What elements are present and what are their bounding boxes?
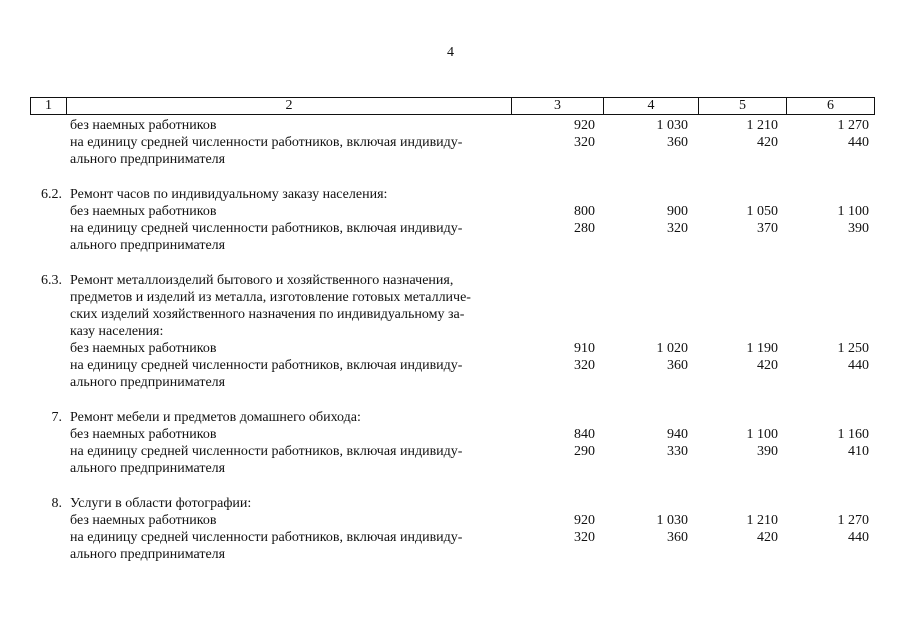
row-description: без наемных работников xyxy=(70,341,217,356)
row-number: 6.3. xyxy=(41,273,62,288)
header-col-3: 3 xyxy=(512,98,604,114)
value-col-6 xyxy=(786,495,875,512)
value-col-4 xyxy=(603,495,698,512)
row-description: ального предпринимателя xyxy=(70,547,226,562)
row-description: на единицу средней численности работников, включая индивиду- xyxy=(70,444,463,459)
value-col-4 xyxy=(603,289,698,306)
value-col-6 xyxy=(786,306,875,323)
value-col-6: 1 250 xyxy=(837,341,869,356)
table-row xyxy=(30,443,875,460)
value-col-5 xyxy=(698,323,786,340)
row-description: ального предпринимателя xyxy=(70,375,226,390)
section-gap xyxy=(30,391,875,409)
value-col-3 xyxy=(511,289,603,306)
value-col-3 xyxy=(511,237,603,254)
header-col-4: 4 xyxy=(604,98,699,114)
row-number xyxy=(30,289,66,306)
value-col-6 xyxy=(786,460,875,477)
value-col-3 xyxy=(511,186,603,203)
value-col-5: 1 050 xyxy=(746,204,778,219)
table-row xyxy=(30,289,875,306)
table-row xyxy=(30,340,875,357)
value-col-4: 1 020 xyxy=(656,341,688,356)
value-col-3 xyxy=(511,460,603,477)
value-col-5 xyxy=(698,409,786,426)
section-gap xyxy=(30,254,875,272)
value-col-4: 900 xyxy=(667,204,688,219)
value-col-3: 920 xyxy=(574,118,595,133)
value-col-6 xyxy=(786,323,875,340)
value-col-4 xyxy=(603,272,698,289)
row-description: на единицу средней численности работников, включая индивиду- xyxy=(70,530,463,545)
value-col-6 xyxy=(786,289,875,306)
value-col-6 xyxy=(786,186,875,203)
value-col-3: 280 xyxy=(574,221,595,236)
value-col-5: 420 xyxy=(757,135,778,150)
value-col-6 xyxy=(786,546,875,563)
value-col-3 xyxy=(511,151,603,168)
value-col-6: 410 xyxy=(848,444,869,459)
row-number xyxy=(30,117,66,134)
table-row xyxy=(30,186,875,203)
value-col-5 xyxy=(698,306,786,323)
table-row xyxy=(30,134,875,151)
row-number xyxy=(30,426,66,443)
value-col-5 xyxy=(698,237,786,254)
row-number xyxy=(30,203,66,220)
row-number xyxy=(30,340,66,357)
page-number: 4 xyxy=(447,45,454,60)
value-col-5: 1 100 xyxy=(746,427,778,442)
value-col-5: 1 210 xyxy=(746,118,778,133)
table-row xyxy=(30,323,875,340)
table-row xyxy=(30,460,875,477)
table-row xyxy=(30,203,875,220)
value-col-4 xyxy=(603,151,698,168)
value-col-5 xyxy=(698,272,786,289)
row-number xyxy=(30,323,66,340)
value-col-5 xyxy=(698,495,786,512)
value-col-5 xyxy=(698,460,786,477)
row-description: ального предпринимателя xyxy=(70,461,226,476)
row-number xyxy=(30,512,66,529)
row-number: 6.2. xyxy=(41,187,62,202)
value-col-6: 1 100 xyxy=(837,204,869,219)
value-col-5: 420 xyxy=(757,530,778,545)
value-col-3: 920 xyxy=(574,513,595,528)
value-col-3 xyxy=(511,374,603,391)
value-col-6: 390 xyxy=(848,221,869,236)
value-col-3: 320 xyxy=(574,530,595,545)
table-row xyxy=(30,374,875,391)
table-row xyxy=(30,546,875,563)
value-col-4 xyxy=(603,374,698,391)
row-description: Услуги в области фотографии: xyxy=(70,496,252,511)
section-gap xyxy=(30,477,875,495)
value-col-3: 800 xyxy=(574,204,595,219)
value-col-6 xyxy=(786,409,875,426)
value-col-5: 420 xyxy=(757,358,778,373)
value-col-4 xyxy=(603,186,698,203)
value-col-4 xyxy=(603,306,698,323)
value-col-5: 370 xyxy=(757,221,778,236)
value-col-6: 440 xyxy=(848,358,869,373)
value-col-4: 360 xyxy=(667,135,688,150)
table-row xyxy=(30,117,875,134)
row-number xyxy=(30,220,66,237)
value-col-6: 440 xyxy=(848,135,869,150)
value-col-5: 1 210 xyxy=(746,513,778,528)
row-description: без наемных работников xyxy=(70,204,217,219)
value-col-3: 910 xyxy=(574,341,595,356)
table-row xyxy=(30,237,875,254)
value-col-4 xyxy=(603,546,698,563)
table-row xyxy=(30,272,875,289)
row-description: ального предпринимателя xyxy=(70,152,226,167)
value-col-5: 1 190 xyxy=(746,341,778,356)
value-col-4 xyxy=(603,409,698,426)
value-col-6: 440 xyxy=(848,530,869,545)
value-col-4: 1 030 xyxy=(656,118,688,133)
table-row xyxy=(30,426,875,443)
row-description: предметов и изделий из металла, изготовление готовых металличе- xyxy=(70,290,471,305)
value-col-3 xyxy=(511,306,603,323)
row-number xyxy=(30,374,66,391)
row-description: на единицу средней численности работников, включая индивиду- xyxy=(70,135,463,150)
value-col-4: 360 xyxy=(667,530,688,545)
value-col-3 xyxy=(511,272,603,289)
row-number xyxy=(30,443,66,460)
value-col-5 xyxy=(698,546,786,563)
table-row xyxy=(30,357,875,374)
table-header xyxy=(30,97,875,115)
value-col-4: 1 030 xyxy=(656,513,688,528)
row-description: Ремонт часов по индивидуальному заказу населения: xyxy=(70,187,388,202)
value-col-6: 1 270 xyxy=(837,513,869,528)
row-number xyxy=(30,357,66,374)
row-description: Ремонт мебели и предметов домашнего обихода: xyxy=(70,410,361,425)
header-col-1: 1 xyxy=(31,98,67,114)
value-col-3: 840 xyxy=(574,427,595,442)
row-number xyxy=(30,546,66,563)
row-number xyxy=(30,134,66,151)
table-row xyxy=(30,495,875,512)
table-row xyxy=(30,409,875,426)
value-col-3: 320 xyxy=(574,135,595,150)
row-description: на единицу средней численности работников, включая индивиду- xyxy=(70,221,463,236)
row-number: 7. xyxy=(51,410,62,425)
value-col-5 xyxy=(698,374,786,391)
value-col-6: 1 270 xyxy=(837,118,869,133)
row-description: без наемных работников xyxy=(70,118,217,133)
value-col-5: 390 xyxy=(757,444,778,459)
row-description: казу населения: xyxy=(70,324,164,339)
table-row xyxy=(30,220,875,237)
row-description: ального предпринимателя xyxy=(70,238,226,253)
row-number xyxy=(30,306,66,323)
header-col-6: 6 xyxy=(827,98,834,113)
table-body xyxy=(30,117,875,563)
value-col-6 xyxy=(786,151,875,168)
value-col-3 xyxy=(511,323,603,340)
header-col-2: 2 xyxy=(67,98,512,114)
table-row xyxy=(30,529,875,546)
table-row xyxy=(30,151,875,168)
table-row xyxy=(30,306,875,323)
value-col-6 xyxy=(786,374,875,391)
row-description: Ремонт металлоизделий бытового и хозяйственного назначения, xyxy=(70,273,454,288)
value-col-6: 1 160 xyxy=(837,427,869,442)
value-col-4 xyxy=(603,323,698,340)
row-number xyxy=(30,237,66,254)
row-number xyxy=(30,460,66,477)
header-col-5: 5 xyxy=(699,98,787,114)
row-number: 8. xyxy=(51,496,62,511)
section-gap xyxy=(30,168,875,186)
value-col-6 xyxy=(786,272,875,289)
row-number xyxy=(30,151,66,168)
value-col-5 xyxy=(698,151,786,168)
value-col-4 xyxy=(603,237,698,254)
row-description: на единицу средней численности работников, включая индивиду- xyxy=(70,358,463,373)
value-col-4 xyxy=(603,460,698,477)
value-col-4: 330 xyxy=(667,444,688,459)
value-col-3 xyxy=(511,546,603,563)
value-col-4: 320 xyxy=(667,221,688,236)
row-description: без наемных работников xyxy=(70,513,217,528)
value-col-4: 360 xyxy=(667,358,688,373)
value-col-5 xyxy=(698,289,786,306)
row-number xyxy=(30,529,66,546)
row-description: без наемных работников xyxy=(70,427,217,442)
value-col-3 xyxy=(511,495,603,512)
value-col-6 xyxy=(786,237,875,254)
table-row xyxy=(30,512,875,529)
value-col-4: 940 xyxy=(667,427,688,442)
value-col-3: 290 xyxy=(574,444,595,459)
value-col-3: 320 xyxy=(574,358,595,373)
value-col-3 xyxy=(511,409,603,426)
row-description: ских изделий хозяйственного назначения по индивидуальному за- xyxy=(70,307,465,322)
value-col-5 xyxy=(698,186,786,203)
